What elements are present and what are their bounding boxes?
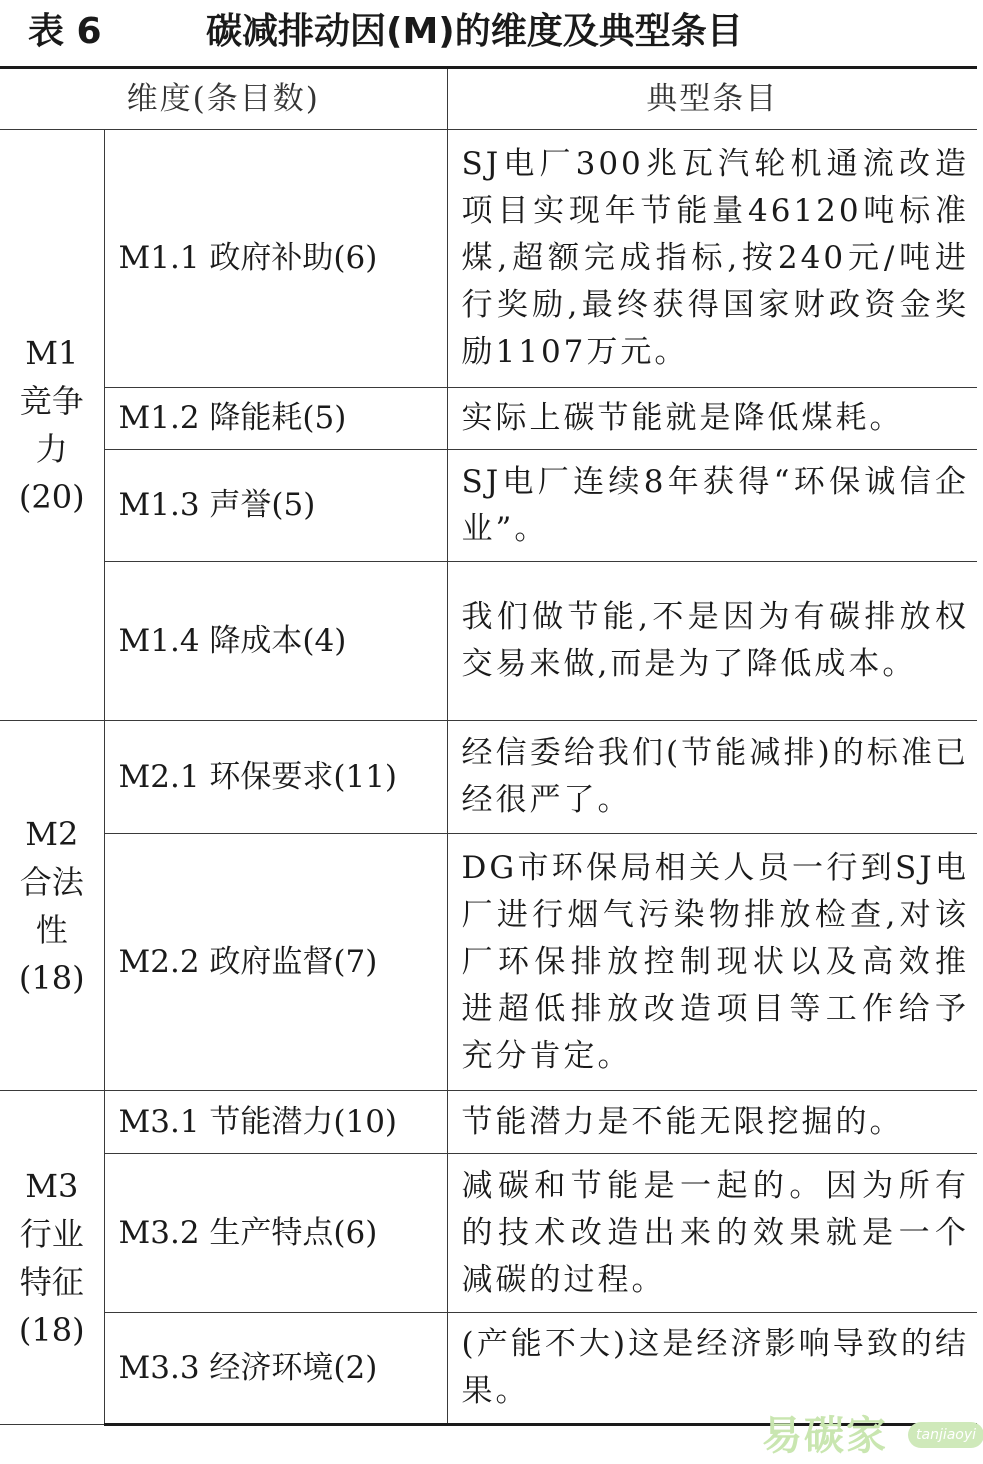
- subdimension-cell: M1.1 政府补助(6): [104, 130, 447, 388]
- subdimension-cell: M3.3 经济环境(2): [104, 1313, 447, 1425]
- table-row: [0, 562, 977, 721]
- dimension-label-line: (18): [18, 958, 85, 997]
- header-typical-item: 典型条目: [447, 68, 977, 130]
- subdimension-cell: M3.2 生产特点(6): [104, 1154, 447, 1313]
- table-title: 碳减排动因(M)的维度及典型条目: [206, 11, 743, 52]
- subdimension-cell: M1.2 降能耗(5): [104, 388, 447, 450]
- dimension-label-line: 行业: [19, 1214, 84, 1253]
- dimension-label-line: (20): [18, 478, 85, 516]
- dimension-label-line: (18): [18, 1310, 85, 1349]
- typical-item-cell: SJ电厂300兆瓦汽轮机通流改造项目实现年节能量46120吨标准煤,超额完成指标,按240元/吨进行奖励,最终获得国家财政资金奖励1107万元。: [447, 130, 977, 388]
- subdimension-cell: M2.1 环保要求(11): [104, 721, 447, 834]
- dimension-label-line: 竞争: [19, 382, 84, 420]
- subdimension-cell: M3.1 节能潜力(10): [104, 1091, 447, 1154]
- dimension-label-line: 性: [35, 910, 68, 949]
- dimension-m1: [0, 130, 104, 721]
- dimension-label-line: M2: [25, 814, 79, 853]
- table-row: [0, 388, 977, 450]
- typical-item-cell: 节能潜力是不能无限挖掘的。: [447, 1091, 977, 1154]
- header-dimension: 维度(条目数): [0, 68, 447, 130]
- motivation-table: [0, 66, 977, 1426]
- table-number: 表 6: [28, 11, 102, 52]
- table-row: [0, 1313, 977, 1425]
- subdimension-cell: M1.3 声誉(5): [104, 450, 447, 562]
- typical-item-cell: 我们做节能,不是因为有碳排放权交易来做,而是为了降低成本。: [447, 562, 977, 721]
- table-caption: [0, 0, 983, 64]
- dimension-label-line: M1: [25, 334, 79, 372]
- watermark-badge: tanjiaoyi: [908, 1422, 983, 1448]
- table-row: [0, 721, 977, 834]
- table-row: [0, 450, 977, 562]
- table-row: [0, 1091, 977, 1154]
- typical-item-cell: DG市环保局相关人员一行到SJ电厂进行烟气污染物排放检查,对该厂环保排放控制现状以及高效推进超低排放改造项目等工作给予充分肯定。: [447, 834, 977, 1091]
- dimension-label-line: 力: [35, 430, 68, 468]
- subdimension-cell: M2.2 政府监督(7): [104, 834, 447, 1091]
- typical-item-cell: 实际上碳节能就是降低煤耗。: [447, 388, 977, 450]
- typical-item-cell: SJ电厂连续8年获得“环保诚信企业”。: [447, 450, 977, 562]
- dimension-m3: [0, 1091, 104, 1425]
- watermark-text: 易碳家: [762, 1413, 888, 1459]
- typical-item-cell: (产能不大)这是经济影响导致的结果。: [447, 1313, 977, 1425]
- table-row: [0, 130, 977, 388]
- subdimension-cell: M1.4 降成本(4): [104, 562, 447, 721]
- table-row: [0, 1154, 977, 1313]
- dimension-m2: [0, 721, 104, 1091]
- typical-item-cell: 减碳和节能是一起的。因为所有的技术改造出来的效果就是一个减碳的过程。: [447, 1154, 977, 1313]
- site-watermark-logo: [762, 1410, 982, 1462]
- dimension-label-line: 特征: [19, 1262, 84, 1301]
- table-row: [0, 834, 977, 1091]
- dimension-label-line: 合法: [19, 862, 84, 901]
- typical-item-cell: 经信委给我们(节能减排)的标准已经很严了。: [447, 721, 977, 834]
- header-row: [0, 68, 977, 130]
- dimension-label-line: M3: [25, 1166, 79, 1205]
